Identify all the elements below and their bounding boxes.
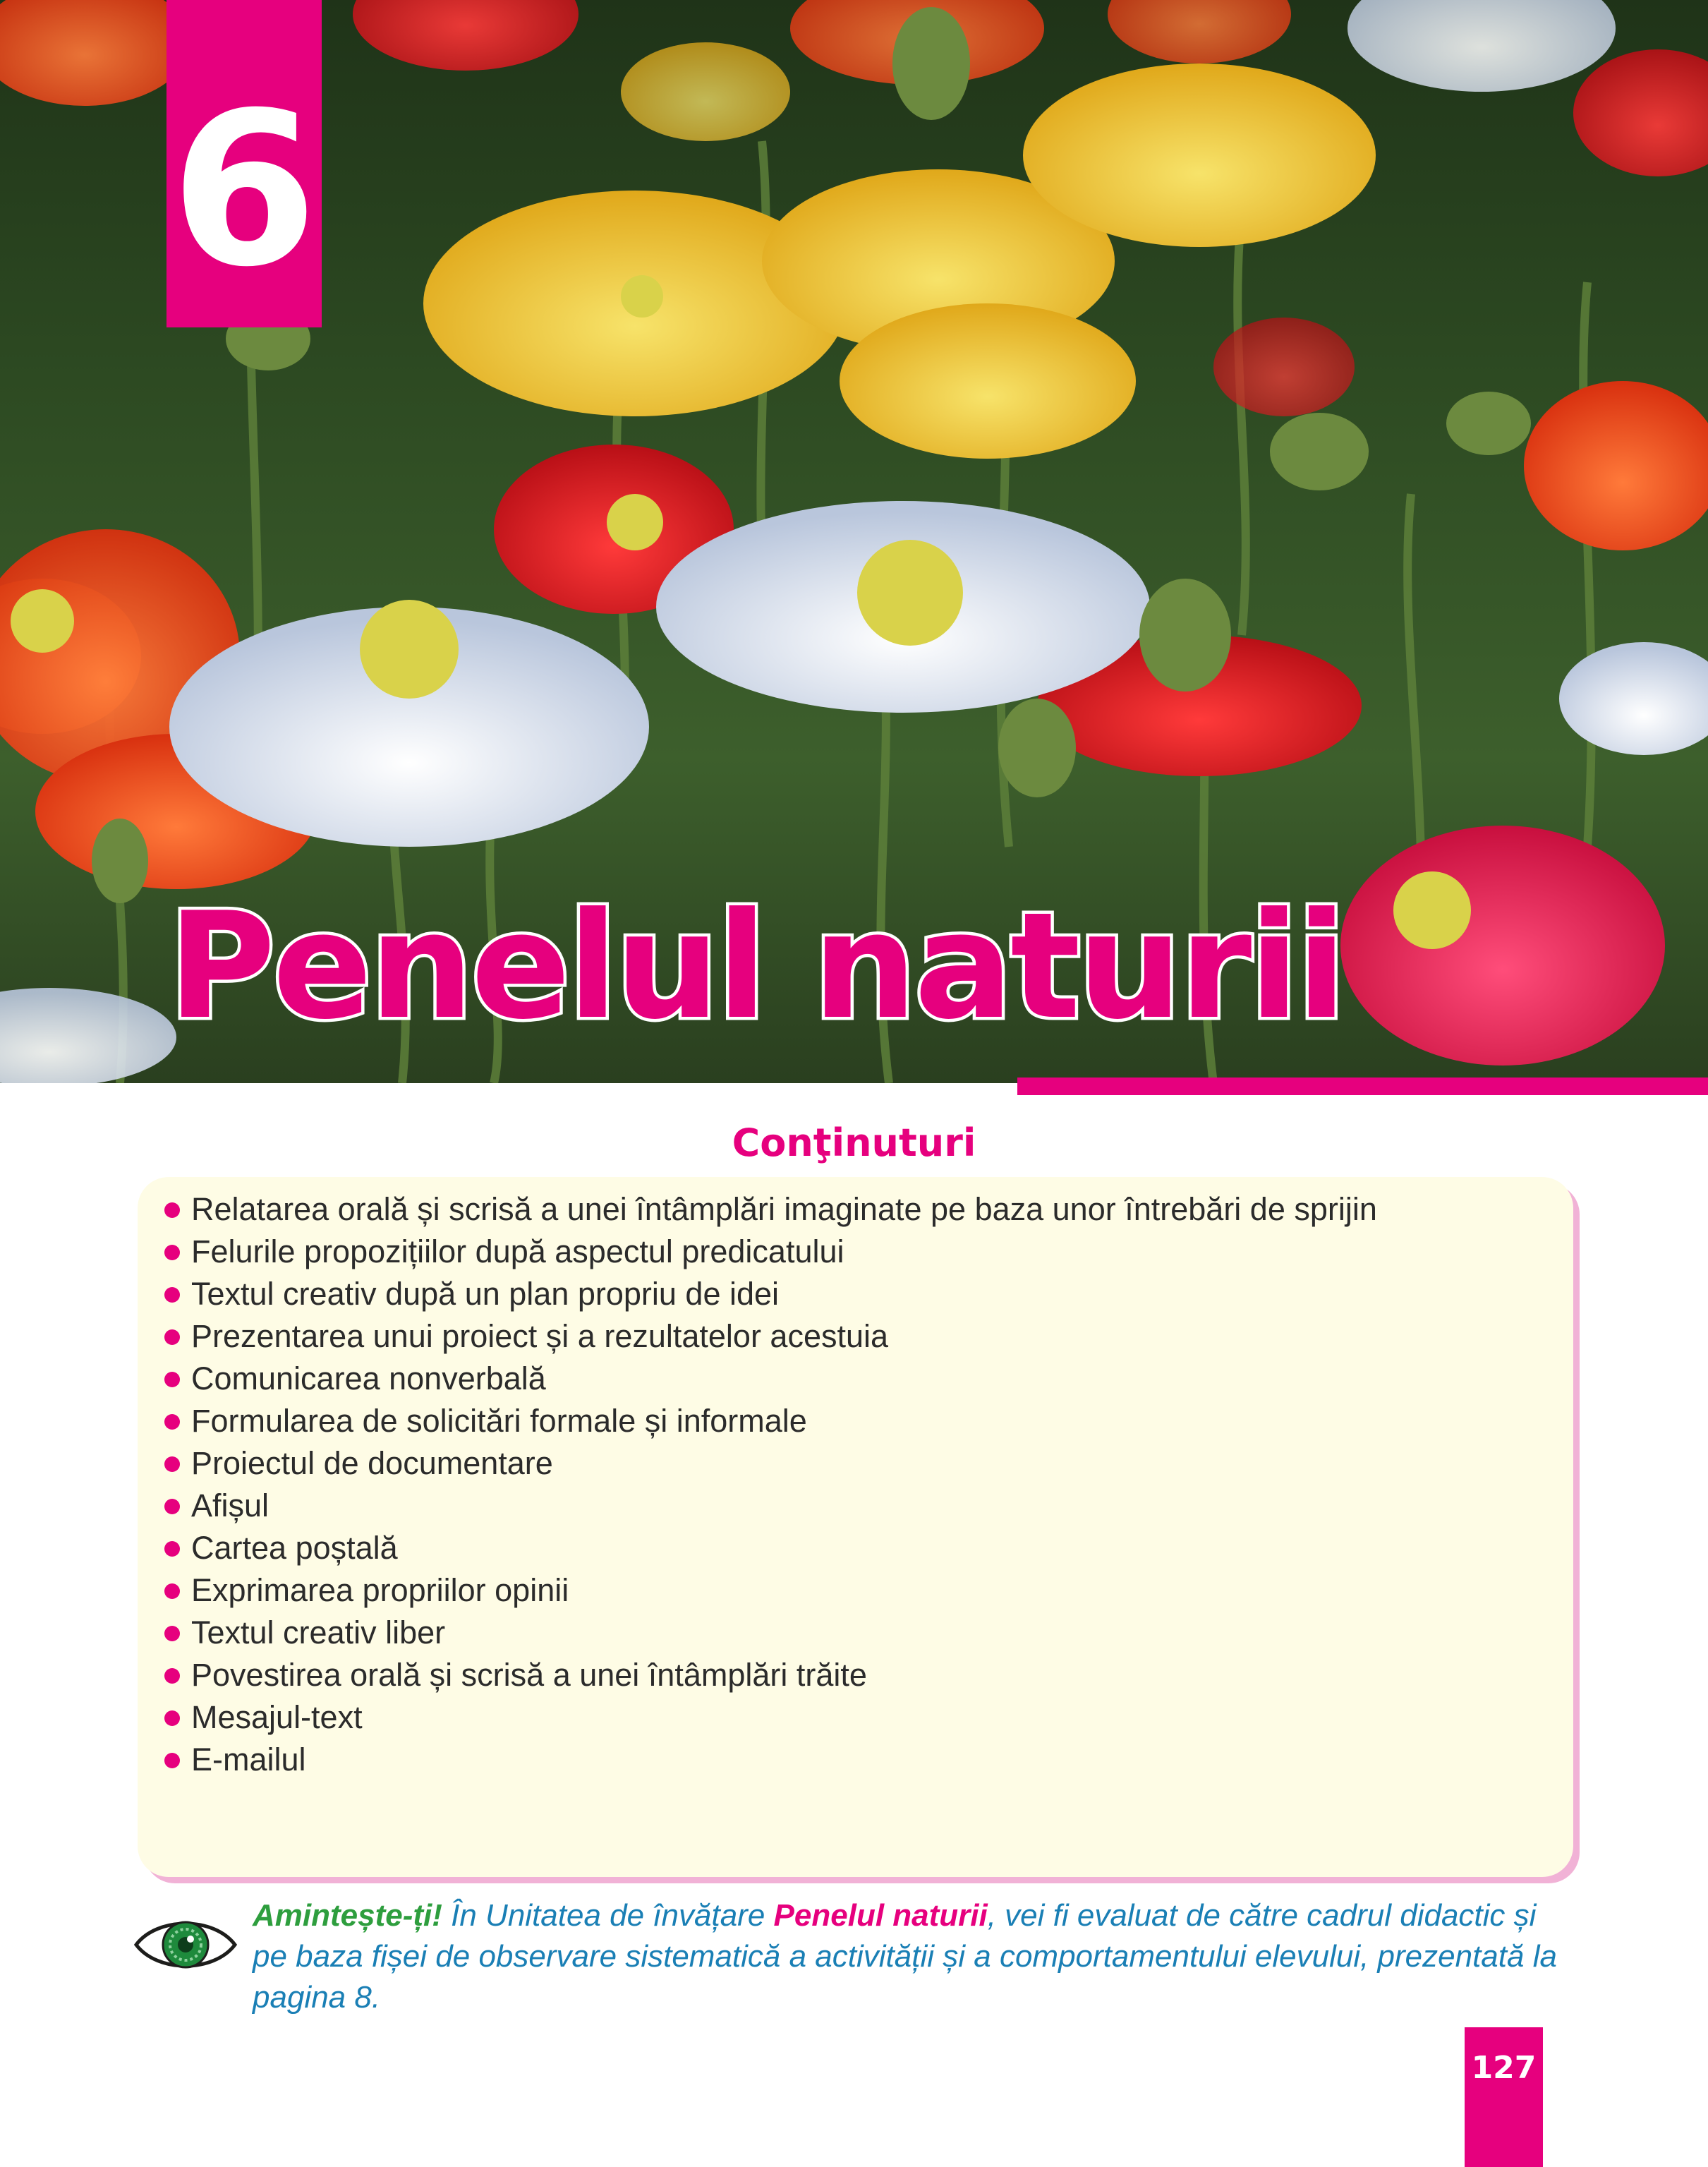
list-item bbox=[164, 1442, 1377, 1485]
list-item bbox=[164, 1485, 1377, 1527]
bullet-dot-icon bbox=[164, 1287, 180, 1303]
list-item-label: Exprimarea propriilor opinii bbox=[191, 1572, 569, 1608]
bullet-dot-icon bbox=[164, 1414, 180, 1430]
list-item-label: Mesajul-text bbox=[191, 1699, 363, 1735]
page-number: 127 bbox=[1471, 2050, 1537, 2086]
list-item-label: Prezentarea unui proiect și a rezultatelor acestuia bbox=[191, 1318, 889, 1354]
list-item bbox=[164, 1654, 1377, 1696]
list-item-label: E-mailul bbox=[191, 1742, 306, 1777]
eye-icon bbox=[133, 1912, 238, 1977]
list-item-label: Proiectul de documentare bbox=[191, 1445, 553, 1481]
unit-number: 6 bbox=[170, 67, 318, 313]
unit-number-tab bbox=[166, 0, 322, 327]
bullet-dot-icon bbox=[164, 1245, 180, 1260]
list-item bbox=[164, 1696, 1377, 1739]
page-number-tab bbox=[1465, 2027, 1543, 2167]
bullet-dot-icon bbox=[164, 1668, 180, 1684]
list-item bbox=[164, 1188, 1377, 1231]
bullet-dot-icon bbox=[164, 1499, 180, 1514]
note-text-before: În Unitatea de învățare bbox=[442, 1898, 774, 1933]
list-item bbox=[164, 1612, 1377, 1654]
list-item bbox=[164, 1273, 1377, 1315]
note-text-after: , vei fi evaluat de către cadrul didactic și pe baza fișei de observare sistematică a activității și a comportamentului elevului, prezentată la pagina 8. bbox=[253, 1898, 1557, 2015]
list-item bbox=[164, 1358, 1377, 1400]
list-item-label: Textul creativ după un plan propriu de idei bbox=[191, 1276, 780, 1312]
list-item-label: Textul creativ liber bbox=[191, 1614, 446, 1650]
list-item bbox=[164, 1527, 1377, 1569]
note-lead: Amintește-ți! bbox=[253, 1898, 442, 1933]
bullet-dot-icon bbox=[164, 1329, 180, 1345]
reminder-note bbox=[253, 1895, 1558, 2018]
bullet-dot-icon bbox=[164, 1583, 180, 1599]
bullet-dot-icon bbox=[164, 1456, 180, 1472]
section-heading: Conţinuturi bbox=[732, 1121, 976, 1165]
bullet-dot-icon bbox=[164, 1541, 180, 1557]
list-item-label: Cartea poștală bbox=[191, 1530, 398, 1566]
list-item bbox=[164, 1569, 1377, 1612]
list-item-label: Povestirea orală și scrisă a unei întâmplări trăite bbox=[191, 1657, 867, 1693]
list-item-label: Felurile propozițiilor după aspectul predicatului bbox=[191, 1233, 844, 1269]
note-unit-name: Penelul naturii bbox=[773, 1898, 988, 1933]
list-item-label: Formularea de solicitări formale și informale bbox=[191, 1403, 807, 1439]
bullet-dot-icon bbox=[164, 1753, 180, 1768]
list-item-label: Afișul bbox=[191, 1487, 269, 1523]
list-item bbox=[164, 1315, 1377, 1358]
list-item bbox=[164, 1231, 1377, 1273]
list-item-label: Relatarea orală și scrisă a unei întâmplări imaginate pe baza unor întrebări de sprijin bbox=[191, 1191, 1377, 1227]
unit-title: Penelul naturii bbox=[168, 881, 1344, 1052]
contents-box bbox=[138, 1177, 1573, 1877]
list-item bbox=[164, 1400, 1377, 1442]
bullet-dot-icon bbox=[164, 1710, 180, 1726]
bullet-dot-icon bbox=[164, 1202, 180, 1218]
title-underline-bar bbox=[1017, 1078, 1708, 1095]
contents-list bbox=[164, 1188, 1377, 1781]
bullet-dot-icon bbox=[164, 1626, 180, 1641]
list-item-label: Comunicarea nonverbală bbox=[191, 1360, 546, 1396]
bullet-dot-icon bbox=[164, 1372, 180, 1387]
list-item bbox=[164, 1739, 1377, 1781]
